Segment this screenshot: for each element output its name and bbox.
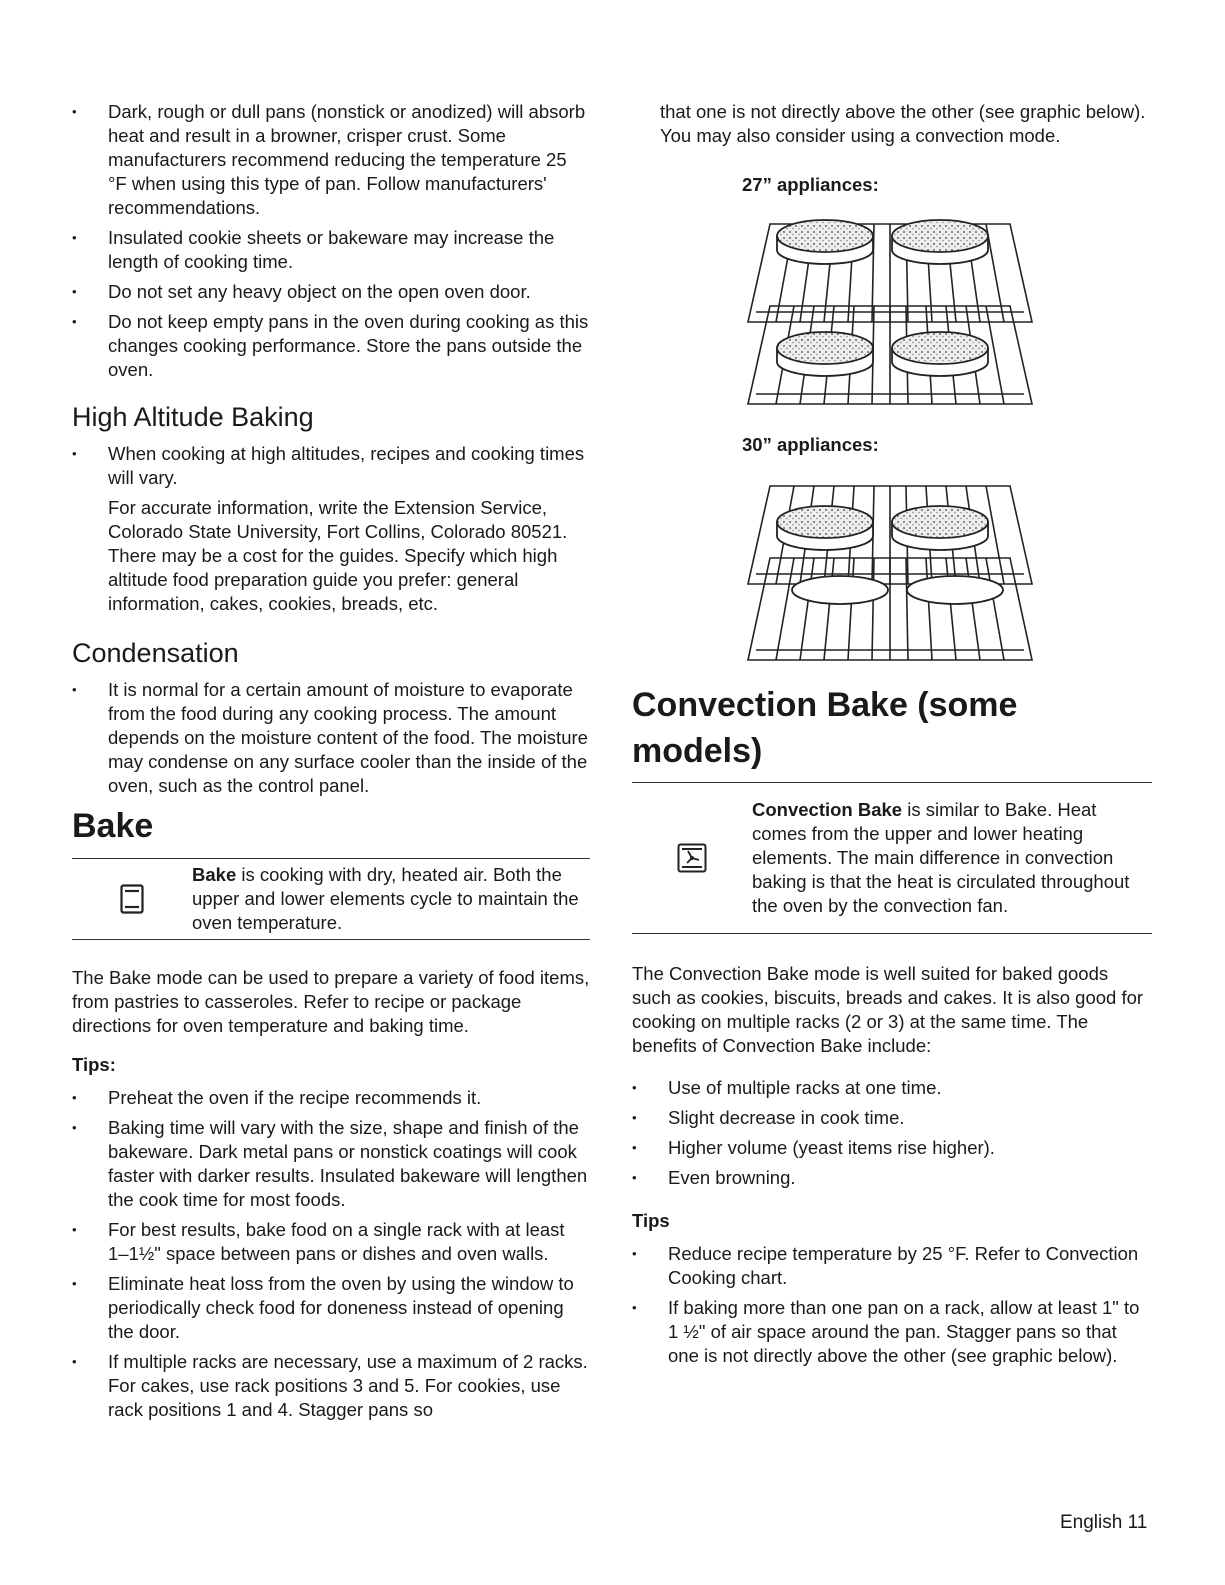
list-item: • Reduce recipe temperature by 25 °F. Refer to Convection Cooking chart. bbox=[632, 1242, 1152, 1290]
bake-mode-description: Bake is cooking with dry, heated air. Both the upper and lower elements cycle to maintain the oven temperature. bbox=[192, 864, 579, 933]
convection-bake-heading: Convection Bake (some models) bbox=[632, 686, 1018, 770]
list-item: • Eliminate heat loss from the oven by using the window to periodically check food for doneness instead of opening the door. bbox=[72, 1272, 590, 1344]
list-item: • When cooking at high altitudes, recipes and cooking times will vary. bbox=[72, 442, 590, 490]
list-item: • Use of multiple racks at one time. bbox=[632, 1076, 1152, 1100]
convection-benefits-list bbox=[632, 1076, 1152, 1190]
bake-mode-icon bbox=[120, 884, 144, 914]
convection-mode-description: Convection Bake is similar to Bake. Heat comes from the upper and lower heating elements. The main difference in convection baking is that the heat is circulated throughout the oven by the convection fan. bbox=[752, 799, 1130, 916]
list-item: • Even browning. bbox=[632, 1166, 1152, 1190]
appliance-label-30: 30” appliances: bbox=[742, 434, 879, 455]
high-altitude-list bbox=[72, 442, 590, 490]
list-item: • If baking more than one pan on a rack, allow at least 1" to 1 ½" of air space around the pan. Stagger pans so that one is not directly above the other (see graphic below). bbox=[632, 1296, 1152, 1368]
high-altitude-heading: High Altitude Baking bbox=[72, 402, 314, 432]
intro-bullet-list bbox=[72, 100, 590, 382]
left-column bbox=[72, 100, 590, 1428]
list-item: • For best results, bake food on a single rack with at least 1–1½" space between pans or dishes and oven walls. bbox=[72, 1218, 590, 1266]
list-item: • It is normal for a certain amount of moisture to evaporate from the food during any cooking process. The amount depends on the moisture content of the food. The moisture may condense on any surface cooler than the inside of the oven, such as the control panel. bbox=[72, 678, 590, 798]
bake-tips-heading: Tips: bbox=[72, 1054, 116, 1075]
list-item: • Do not set any heavy object on the open oven door. bbox=[72, 280, 590, 304]
condensation-list bbox=[72, 678, 590, 798]
list-item: • Do not keep empty pans in the oven during cooking as this changes cooking performance. Store the pans outside the oven. bbox=[72, 310, 590, 382]
bake-tips-list bbox=[72, 1086, 590, 1422]
bake-paragraph: The Bake mode can be used to prepare a variety of food items, from pastries to casseroles. Refer to recipe or package directions for oven temperature and baking time. bbox=[72, 967, 590, 1036]
convection-tips-list bbox=[632, 1242, 1152, 1368]
continued-text: that one is not directly above the other (see graphic below). You may also consider using a convection mode. bbox=[660, 101, 1146, 146]
bake-mode-box bbox=[72, 858, 590, 940]
convection-mode-name: Convection Bake bbox=[752, 799, 903, 820]
convection-tips-heading: Tips bbox=[632, 1210, 670, 1231]
convection-bake-mode-icon bbox=[677, 843, 707, 873]
bake-mode-name: Bake bbox=[192, 864, 237, 885]
list-item: • Dark, rough or dull pans (nonstick or anodized) will absorb heat and result in a browner, crisper crust. Some manufacturers recommend reducing the temperature 25 °F when using this type of pan. Follow manufacturers' recommendations. bbox=[72, 100, 590, 220]
condensation-heading: Condensation bbox=[72, 638, 239, 668]
list-item: • Slight decrease in cook time. bbox=[632, 1106, 1152, 1130]
list-item: • Baking time will vary with the size, shape and finish of the bakeware. Dark metal pans or nonstick coatings will cook faster with darker results. Insulated bakeware will lengthen the cook time for most foods. bbox=[72, 1116, 590, 1212]
list-item: • Higher volume (yeast items rise higher). bbox=[632, 1136, 1152, 1160]
high-altitude-detail: For accurate information, write the Extension Service, Colorado State University, Fort Collins, Colorado 80521. There may be a cost for the guides. Specify which high altitude food preparation guide you prefer: general information, cakes, cookies, breads, etc. bbox=[108, 497, 568, 614]
rack-diagram-27 bbox=[740, 212, 1040, 412]
rack-diagram-30 bbox=[740, 478, 1040, 668]
page-footer: English 11 bbox=[1060, 1512, 1148, 1533]
list-item: • Preheat the oven if the recipe recommends it. bbox=[72, 1086, 590, 1110]
appliance-label-27: 27” appliances: bbox=[742, 174, 879, 195]
list-item: • Insulated cookie sheets or bakeware may increase the length of cooking time. bbox=[72, 226, 590, 274]
convection-mode-box bbox=[632, 782, 1152, 934]
convection-paragraph: The Convection Bake mode is well suited for baked goods such as cookies, biscuits, breads and cakes. It is also good for cooking on multiple racks (2 or 3) at the same time. The benefits of Convection Bake include: bbox=[632, 963, 1144, 1056]
list-item: • If multiple racks are necessary, use a maximum of 2 racks. For cakes, use rack positions 3 and 5. For cookies, use rack positions 1 and 4. Stagger pans so bbox=[72, 1350, 590, 1422]
right-column bbox=[632, 100, 1152, 1374]
bake-heading: Bake bbox=[72, 807, 154, 845]
